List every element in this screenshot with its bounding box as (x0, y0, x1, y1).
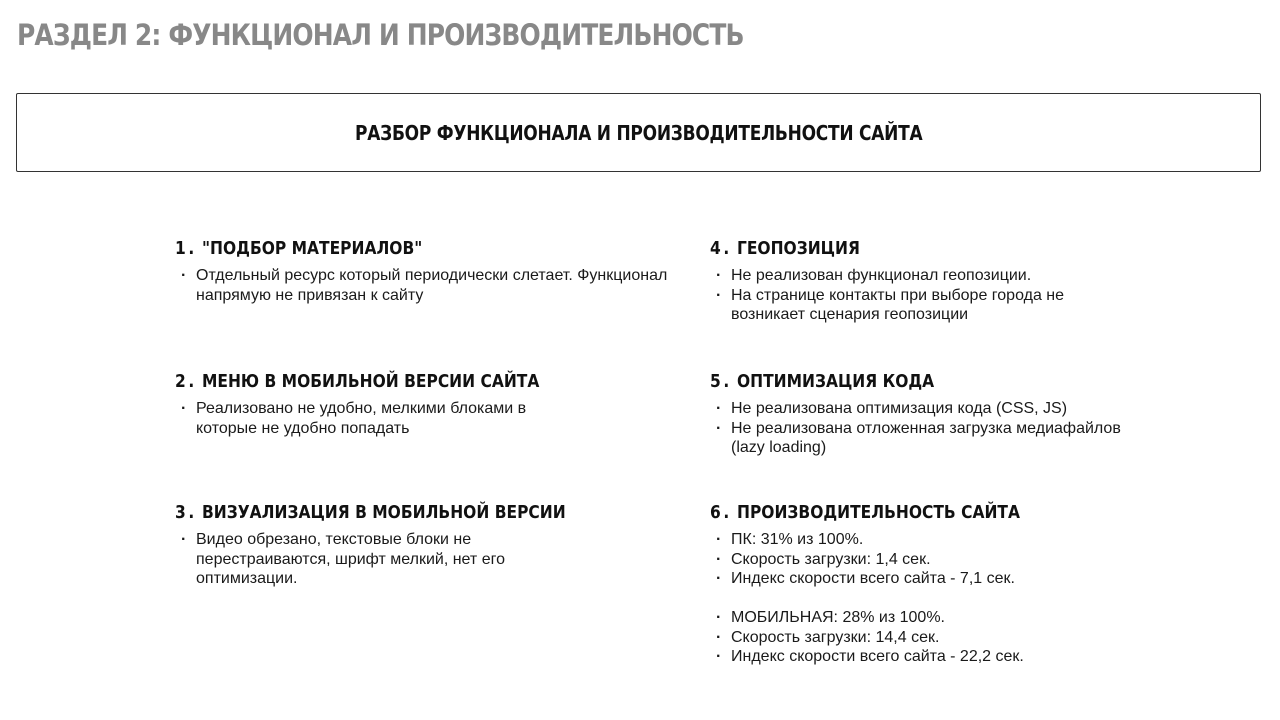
bullet-list-desktop (710, 530, 1230, 589)
section-title: ГЕОПОЗИЦИЯ (736, 238, 860, 259)
bullet-list (710, 399, 1130, 458)
bullet-item: · Скорость загрузки: 14,4 сек. (710, 628, 1230, 648)
bullet-list-mobile (710, 608, 1230, 667)
section-title: ВИЗУАЛИЗАЦИЯ В МОБИЛЬНОЙ ВЕРСИИ (201, 502, 566, 523)
section-heading (710, 236, 1157, 262)
section-geoposition (710, 236, 1230, 325)
section-number: 1. (175, 238, 197, 259)
section-number: 3. (175, 502, 197, 523)
section-number: 4. (710, 238, 732, 259)
section-podbor-materialov (175, 236, 695, 305)
bullet-item: · Не реализована отложенная загрузка медиафайлов (lazy loading) (710, 419, 1130, 458)
section-banner (16, 93, 1261, 172)
bullet-list (175, 266, 695, 305)
section-site-performance (710, 500, 1230, 667)
section-heading (175, 236, 622, 262)
bullet-item: · На странице контакты при выборе города не возникает сценария геопозиции (710, 286, 1130, 325)
bullet-item: · МОБИЛЬНАЯ: 28% из 100%. (710, 608, 1230, 628)
section-number: 6. (710, 502, 732, 523)
bullet-item: · Индекс скорости всего сайта - 22,2 сек. (710, 647, 1230, 667)
section-heading (175, 369, 622, 395)
bullet-list (710, 266, 1130, 325)
section-title: МЕНЮ В МОБИЛЬНОЙ ВЕРСИИ САЙТА (201, 371, 540, 392)
bullet-item: · ПК: 31% из 100%. (710, 530, 1230, 550)
page-title: РАЗДЕЛ 2: ФУНКЦИОНАЛ И ПРОИЗВОДИТЕЛЬНОСТЬ (17, 18, 744, 52)
bullet-item: · Скорость загрузки: 1,4 сек. (710, 550, 1230, 570)
section-title: ПРОИЗВОДИТЕЛЬНОСТЬ САЙТА (736, 502, 1020, 523)
section-title: ОПТИМИЗАЦИЯ КОДА (736, 371, 935, 392)
section-mobile-visualization (175, 500, 695, 589)
section-code-optimization (710, 369, 1230, 458)
bullet-list (175, 399, 575, 438)
section-title: "ПОДБОР МАТЕРИАЛОВ" (201, 238, 423, 259)
bullet-item: · Отдельный ресурс который периодически слетает. Функционал напрямую не привязан к сайту (175, 266, 695, 305)
section-number: 5. (710, 371, 732, 392)
bullet-item: · Не реализован функционал геопозиции. (710, 266, 1130, 286)
section-heading (710, 369, 1157, 395)
banner-title: РАЗБОР ФУНКЦИОНАЛА И ПРОИЗВОДИТЕЛЬНОСТИ САЙТА (354, 120, 923, 145)
section-number: 2. (175, 371, 197, 392)
bullet-item: · Индекс скорости всего сайта - 7,1 сек. (710, 569, 1230, 589)
bullet-item: · Не реализована оптимизация кода (CSS, JS) (710, 399, 1130, 419)
bullet-list (175, 530, 555, 589)
section-heading (175, 500, 622, 526)
section-heading (710, 500, 1157, 526)
bullet-spacer (710, 589, 1230, 609)
bullet-item: · Видео обрезано, текстовые блоки не перестраиваются, шрифт мелкий, нет его оптимизации. (175, 530, 555, 589)
bullet-item: · Реализовано не удобно, мелкими блоками в которые не удобно попадать (175, 399, 575, 438)
section-mobile-menu (175, 369, 695, 438)
